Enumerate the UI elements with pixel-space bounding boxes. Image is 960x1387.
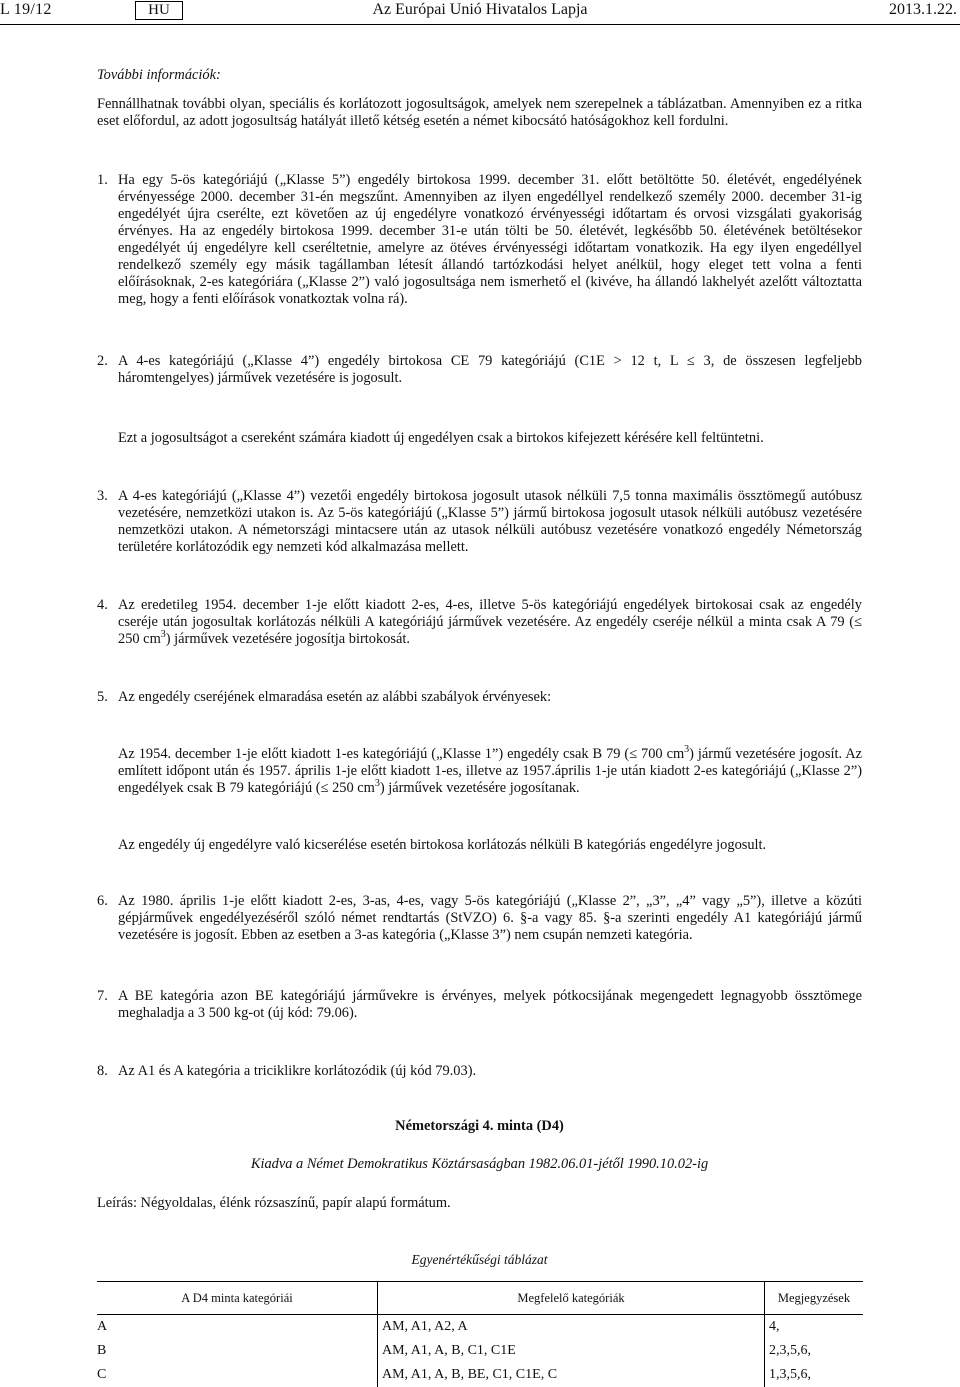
table-cell: B: [97, 1339, 378, 1363]
table-cell: A: [97, 1315, 378, 1340]
table-row: [97, 1339, 863, 1363]
item-text: Az 1980. április 1-je előtt kiadott 2-es, 3-as, 4-es, vagy 5-ös kategóriájú („Klasse 2”, „3”, „4” vagy „5”), illetve a közúti gépjárművek engedélyezéséről szóló német rendtartás (StVZO) 6. §-a vagy 85. §-a szerinti engedély A1 kategóriájú jármű vezetésére is jogosít. Ebben az esetben a 3-as kategória („Klasse 3”) nem csupán nemzeti kategória.: [118, 893, 862, 943]
leq-symbol: ≤: [686, 353, 695, 369]
item-subparagraph: Az engedély új engedélyre való kicserélése esetén birtokosa korlátozás nélküli B kategóriás engedélyre jogosult.: [118, 837, 767, 853]
list-item: [97, 689, 862, 706]
column-header: A D4 minta kategóriái: [97, 1282, 378, 1315]
item-number: 1.: [97, 172, 108, 188]
column-header: Megfelelő kategóriák: [378, 1282, 765, 1315]
table-header-row: [97, 1282, 863, 1315]
item-number: 5.: [97, 689, 108, 705]
item-number: 8.: [97, 1063, 108, 1079]
table-row: [97, 1363, 863, 1387]
list-item: [97, 488, 862, 556]
item-text: Az engedély cseréjének elmaradása esetén az alábbi szabályok érvényesek:: [118, 689, 552, 705]
table-cell: 2,3,5,6,: [769, 1343, 811, 1358]
further-info-intro: Fennállhatnak további olyan, speciális és korlátozott jogosultságok, amelyek nem szerepelnek a táblázatban. Amennyiben ez a ritka eset előfordul, az adott jogosultság hatályát illető kétség esetén a német kibocsátó hatóságokhoz kell fordulni.: [97, 96, 862, 129]
equivalence-table: [97, 1281, 863, 1387]
item-text: A 4-es kategóriájú („Klasse 4”) vezetői engedély birtokosa jogosult utasok nélküli 7,5 tonna maximális össztömegű autóbusz vezetésére, nemzetközi utakon is. Az 5-ös kategóriájú („Klasse 5”) jármű birtokosa jogosult utasok nélküli autóbusz vezetésére nemzetközi utakon. A németországi mintacsere után az utasok nélküli autóbusz vezetésére vonatkozó engedély Németország területére korlátozódik egy nemzeti kód alkalmazása mellett.: [118, 488, 862, 555]
table-cell: AM, A1, A2, A: [378, 1315, 765, 1340]
item-text: Ha egy 5-ös kategóriájú („Klasse 5”) engedély birtokosa 1999. december 31. előtt betöltötte 50. életévét, engedélyének érvényessége 2000. december 31-én megszűnt. Amennyiben az ilyen engedéllyel rendelkező személy 2000. december 31-ig engedélyét újra cserélte, ezt követően az új engedélyre vonatkozó érvényességi időtartam és orvosi vizsgálati gyakoriság érvényes. Ha az engedély birtokosa 1999. december 31-e után tölti be 50. életévét, legkésőbb 50. életévének betöltésekor engedélyét új engedélyre kell cseréltetnie, amelyre az ötéves érvényességi időtartam vonatkozik. Ha egy ilyen engedéllyel rendelkező személy egy másik tagállamban létesít állandó tartózkodási helyet anélkül, hogy eleget tett volna a fenti előírásoknak, 2-es kategóriára („Klasse 2”) való jogosultsága nem ismerhető el (kivéve, ha állandó lakhelyét azelőtt változtatta meg, hogy a fenti előírások vonatkoztak volna rá).: [118, 172, 862, 307]
table-caption: Egyenértékűségi táblázat: [411, 1252, 548, 1267]
item-number: 7.: [97, 988, 108, 1004]
model-title: Németországi 4. minta (D4): [395, 1118, 564, 1134]
model-description: Leírás: Négyoldalas, élénk rózsaszínű, papír alapú formátum.: [97, 1195, 451, 1211]
page-header: [0, 1, 960, 25]
list-item: [97, 893, 862, 944]
item-text: A BE kategória azon BE kategóriájú járművekre is érvényes, melyek pótkocsijának megengedett legnagyobb össztömege meghaladja a 3 500 kg-ot (új kód: 79.06).: [118, 988, 862, 1021]
item-number: 3.: [97, 488, 108, 504]
table-cell: 1,3,5,6,: [769, 1367, 811, 1382]
model-issued: Kiadva a Német Demokratikus Köztársaságban 1982.06.01-jétől 1990.10.02-ig: [250, 1156, 709, 1172]
page-reference: L 19/12: [0, 1, 52, 18]
item-subparagraph: Ezt a jogosultságot a csereként számára kiadott új engedélyen csak a birtokos kifejezett kérésére kell feltüntetni.: [118, 430, 764, 446]
table-cell: AM, A1, A, B, BE, C1, C1E, C: [378, 1363, 765, 1387]
item-subparagraph: Az 1954. december 1-je előtt kiadott 1-es kategóriájú („Klasse 1”) engedély csak B 79 (≤ 700 $cm^3$) jármű vezetésére jogosít. Az említett időpont után és 1957. április 1-je előtt kiadott 1-es, illetve az 1957.április 1-je után kiadott 2-es kategóriájú („Klasse 2”) engedélyek csak B 79 kategóriájú (≤ 250 $cm^3$) járművek vezetésére jogosítanak.: [118, 744, 862, 796]
table-cell: C: [97, 1363, 378, 1387]
list-item: [97, 1063, 862, 1080]
journal-title: Az Európai Unió Hivatalos Lapja: [372, 1, 588, 18]
item-number: 6.: [97, 893, 108, 909]
item-number: 2.: [97, 353, 108, 369]
item-text: Az eredetileg 1954. december 1-je előtt kiadott 2-es, 4-es, illetve 5-ös kategóriájú engedélyek birtokosai csak az engedély cseréje után jogosultak korlátozás nélküli A kategóriájú járművek vezetésére. Az engedély cseréje nélkül a mintа csak A 79 (≤ 250 $cm^3$) járművek vezetésére jogosítja birtokosát.: [118, 597, 862, 647]
table-cell: 4,: [769, 1319, 780, 1334]
item-text: A 4-es kategóriájú („Klasse 4”) engedély birtokosa CE 79 kategóriájú (C1E > 12 t, L ≤ 3, de összesen legfeljebb háromtengelyes) járművek vezetésére is jogosult.: [118, 353, 862, 386]
list-item: [97, 353, 862, 387]
publication-date: 2013.1.22.: [889, 1, 957, 18]
item-text: Az A1 és A kategória a triciklikre korlátozódik (új kód 79.03).: [118, 1063, 477, 1079]
item-number: 4.: [97, 597, 108, 613]
header-rule: [0, 24, 960, 25]
language-badge: HU: [135, 1, 183, 20]
list-item: [97, 597, 862, 648]
table-row: [97, 1315, 863, 1340]
further-info-label: További információk:: [97, 67, 221, 83]
list-item: [97, 172, 862, 308]
table-cell: AM, A1, A, B, C1, C1E: [378, 1339, 765, 1363]
list-item: [97, 988, 862, 1022]
column-header: Megjegyzések: [765, 1282, 864, 1315]
